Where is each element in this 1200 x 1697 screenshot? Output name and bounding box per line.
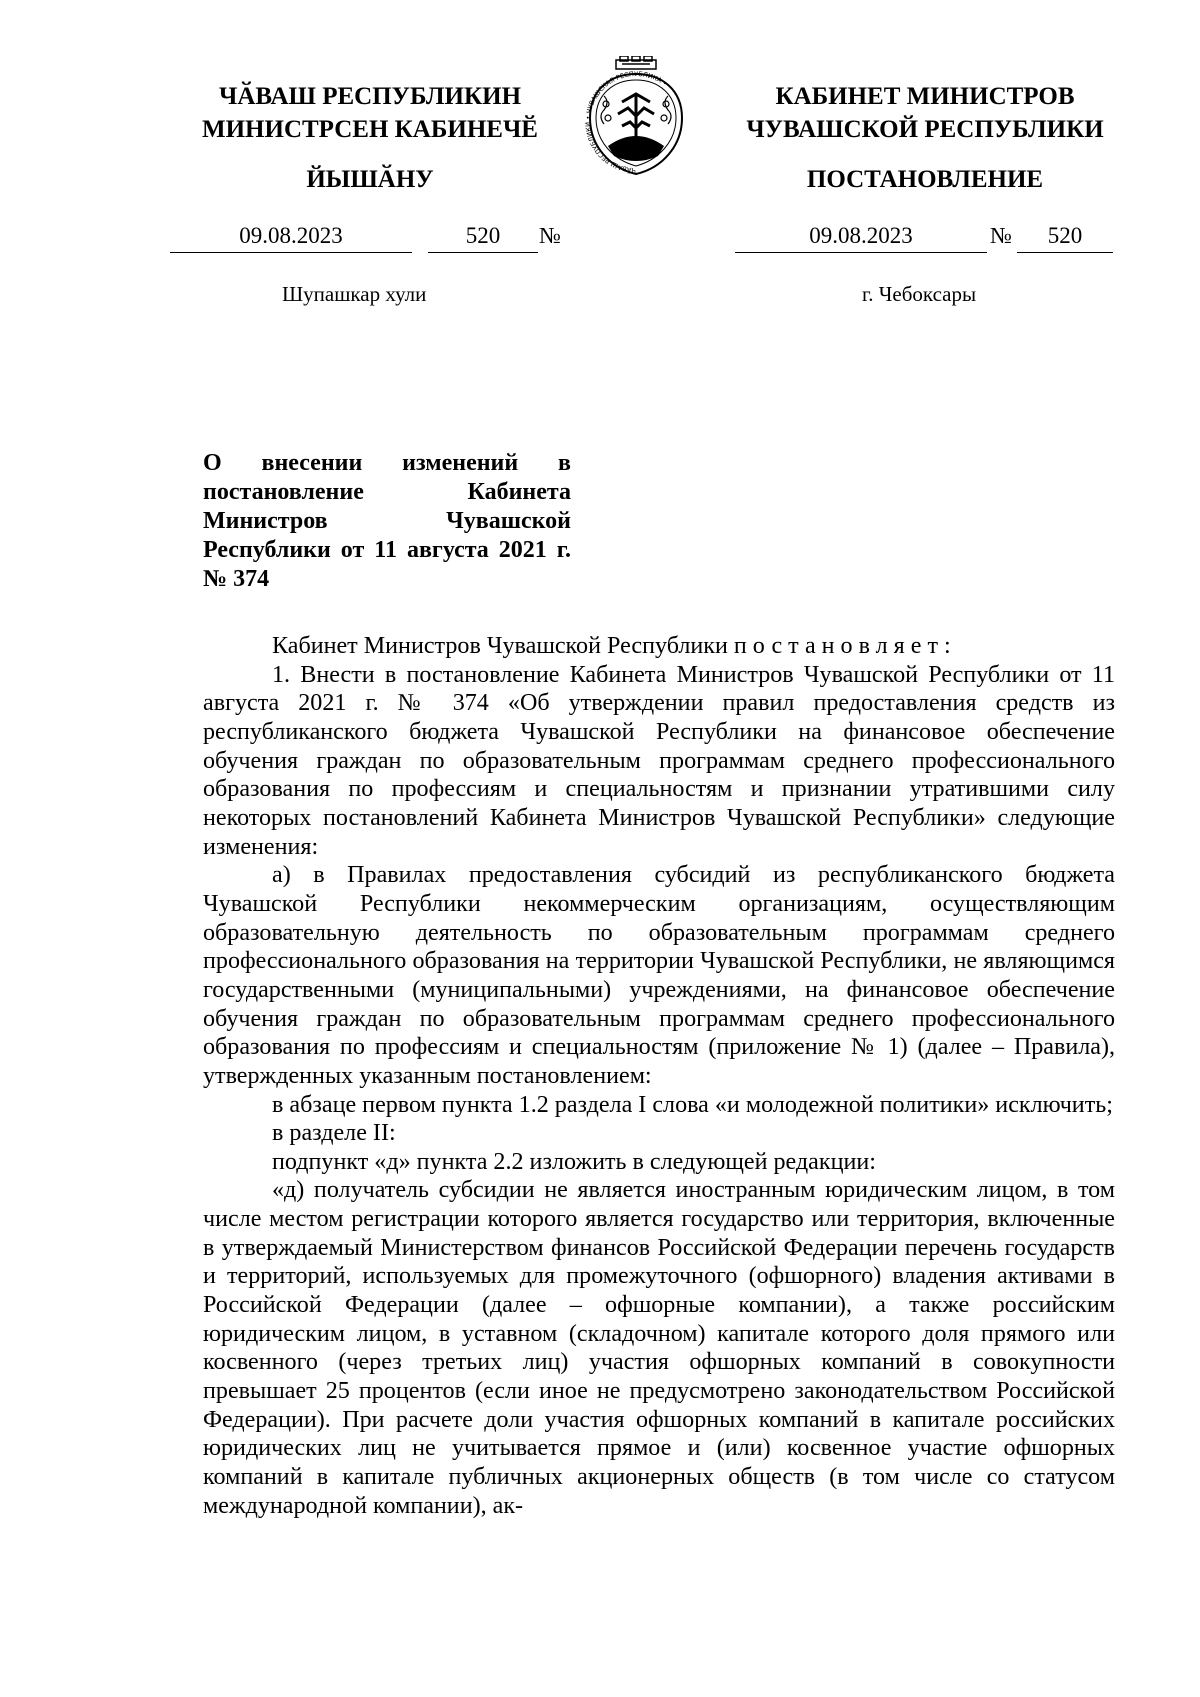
crown-icon <box>616 56 656 69</box>
paragraph-section-2: в разделе II: <box>272 1120 396 1147</box>
paragraph-1: 1. Внести в постановление Кабинета Министров Чувашской Республики от 11 августа 2021 г. № 374 «Об утверждении правил предоставления средств из республиканского бюджета Чувашской Республики на финансовое обеспечение обучения граждан по образовательным программам среднего профессионального образования по профессиям и специальностям и признании утратившими силу некоторых постановлений Кабинета Министров Чувашской Республики» следующие изменения: <box>203 661 1115 860</box>
emblem-icon <box>578 56 694 184</box>
document-body <box>203 632 1115 1520</box>
preamble-verb: постановляет <box>733 633 944 659</box>
preamble: Кабинет Министров Чувашской Республики постановляет: <box>272 633 951 659</box>
paragraph-a: а) в Правилах предоставления субсидий из республиканского бюджета Чувашской Республики некоммерческим организациям, осуществляющим образовательную деятельность по образовательным программам среднего профессионального образования на территории Чувашской Республики, не являющимся государственными (муниципальными) учреждениями, на финансовое обеспечение обучения граждан по образовательным программам среднего профессионального образования по профессиям и специальностям (приложение № 1) (далее – Правила), утвержденных указанным постановлением: <box>203 862 1115 1089</box>
header-right-line1: КАБИНЕТ МИНИСТРОВ <box>775 83 1075 110</box>
header-left-block <box>160 80 580 146</box>
reg-number-right: 520 <box>1017 224 1113 253</box>
emblem-ring-text: ЧӐВАШ РЕСПУБЛИКИ • ЧУВАШСКАЯ РЕСПУБЛИКА • <box>583 69 669 175</box>
doc-type-right: ПОСТАНОВЛЕНИЕ <box>806 166 1044 193</box>
reg-number-left: 520 <box>428 224 538 253</box>
place-left: Шупашкар хули <box>282 282 427 306</box>
reg-date-left: 09.08.2023 <box>170 224 412 253</box>
header-left-line1: ЧӐВАШ РЕСПУБЛИКИН <box>218 83 522 110</box>
header-right-block <box>720 80 1130 146</box>
header-right-line2: ЧУВАШСКОЙ РЕСПУБЛИКИ <box>746 116 1104 143</box>
header-left-line2: МИНИСТРСЕН КАБИНЕЧӖ <box>202 116 538 143</box>
tree-of-life-icon <box>618 94 654 138</box>
document-title: О внесении изменений в постановление Кабинета Министров Чувашской Республики от 11 августа 2021 г. № 374 <box>203 450 571 592</box>
number-sign-left: № <box>539 223 561 248</box>
place-right: г. Чебоксары <box>862 282 977 306</box>
doc-type-left: ЙЫШӐНУ <box>306 166 434 193</box>
paragraph-subpoint-d-text: «д) получатель субсидии не является иностранным юридическим лицом, в том числе местом регистрации которого является государство или территория, включенные в утверждаемый Министерством финансов Российской Федерации перечень государств и территорий, используемых для промежуточного (офшорного) владения активами в Российской Федерации (далее – офшорные компании), а также российским юридическим лицом, в уставном (складочном) капитале которого доля прямого или косвенного (через третьих лиц) участия офшорных компаний в совокупности превышает 25 процентов (если иное не предусмотрено законодательством Российской Федерации). При расчете доли участия офшорных компаний в капитале российских юридических лиц не учитывается прямое и (или) косвенное участие офшорных компаний в капитале публичных акционерных обществ (в том числе со статусом международной компании), ак- <box>203 1177 1115 1519</box>
number-sign-right: № <box>990 223 1012 248</box>
paragraph-subpoint-d: подпункт «д» пункта 2.2 изложить в следующей редакции: <box>272 1148 876 1175</box>
paragraph-section-1-2: в абзаце первом пункта 1.2 раздела I слова «и молодежной политики» исключить; <box>272 1091 1113 1118</box>
reg-date-right: 09.08.2023 <box>735 224 987 253</box>
